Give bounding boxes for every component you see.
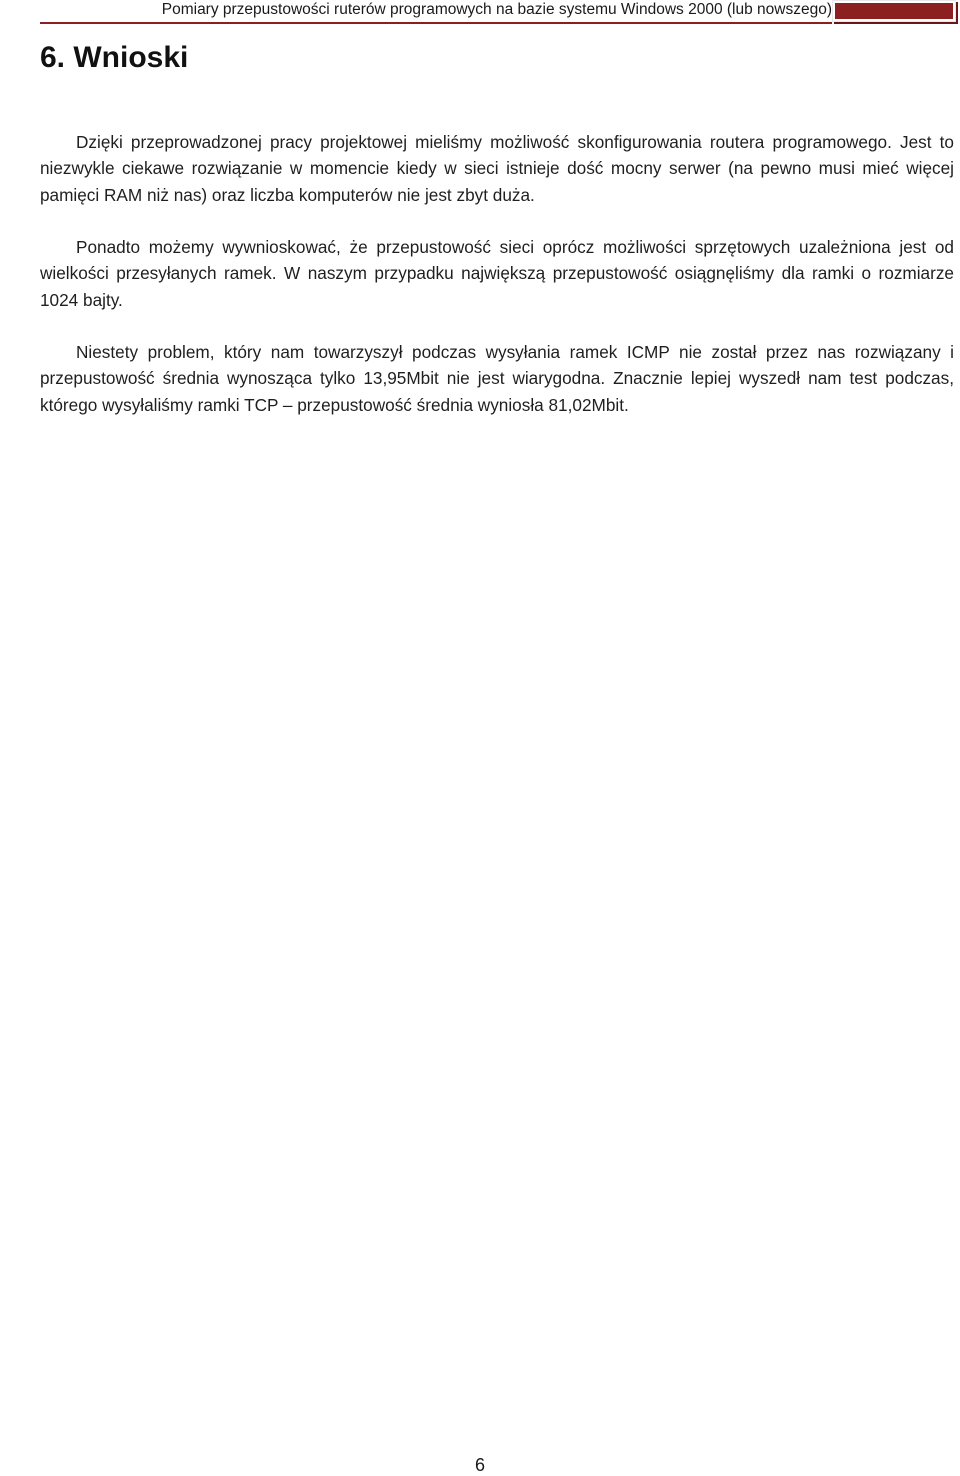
- running-header-title: Pomiary przepustowości ruterów programowych na bazie systemu Windows 2000 (lub nowszego): [161, 1, 832, 18]
- paragraph-2-text: Ponadto możemy wywnioskować, że przepustowość sieci oprócz możliwości sprzętowych uzależniona jest od wielkości przesyłanych ramek. W naszym przypadku największą przepustowość osiągnęliśmy dla ramki o rozmiarze 1024 bajty.: [40, 237, 954, 310]
- paragraph-1: [40, 129, 954, 208]
- header-decoration-box: [832, 0, 956, 22]
- chapter-title: 6. Wnioski: [40, 41, 189, 74]
- paragraph-3-text: Niestety problem, który nam towarzyszył podczas wysyłania ramek ICMP nie został przez nas rozwiązany i przepustowość średnia wynosząca tylko 13,95Mbit nie jest wiarygodna. Znacznie lepiej wyszedł nam test podczas, którego wysyłaliśmy ramki TCP – przepustowość średnia wyniosła 81,02Mbit.: [40, 342, 954, 415]
- paragraph-1-text: Dzięki przeprowadzonej pracy projektowej mieliśmy możliwość skonfigurowania routera programowego. Jest to niezwykle ciekawe rozwiązanie w momencie kiedy w sieci istnieje dość mocny serwer (na pewno musi mieć więcej pamięci RAM niż nas) oraz liczba komputerów nie jest zbyt duża.: [40, 132, 954, 205]
- running-header: [40, 0, 832, 24]
- paragraph-3: [40, 339, 954, 418]
- page-number: 6: [474, 1455, 485, 1475]
- paragraph-2: [40, 234, 954, 313]
